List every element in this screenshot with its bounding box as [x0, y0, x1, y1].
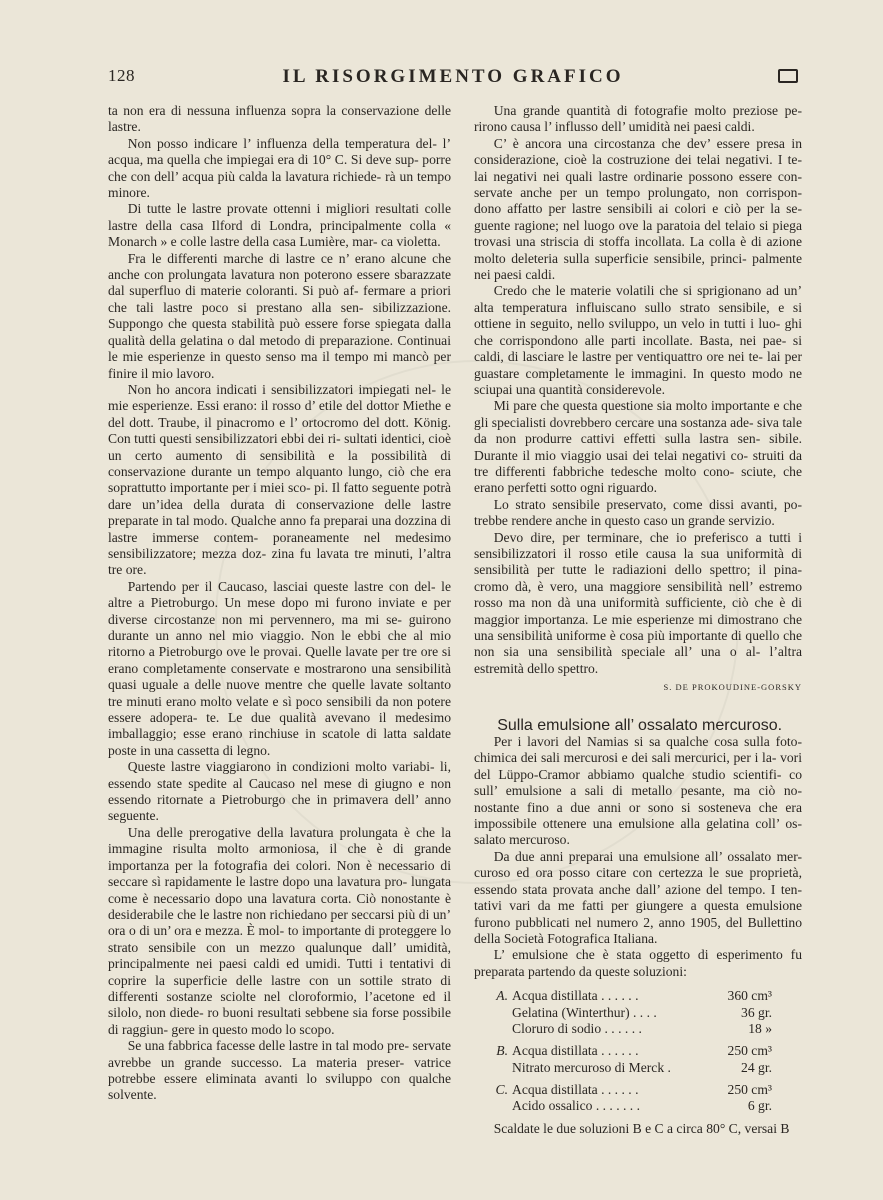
paragraph: Non ho ancora indicati i sensibilizzatori impiegati nel- le mie esperienze. Essi erano: il rosso d’ etile del dottor Miethe e del dott. Traube, il pinacromo e l’ ortocromo del dott. König. Con tutti questi sensibilizzatori ebbi dei ri- sultati identici, cioè un certo aumento di sensibilità e la possibilità di conservazione durante un tempo alquanto lungo, ciò che era soprattutto importante per i miei sco- pi. Il fatto seguente potrà dare un’idea della durata di conservazione delle lastre preparate in tal modo. Qualche anno fa preparai una dozzina di lastre immerse contem- poraneamente nel medesimo sensibilizzatore; mezza doz- zina fu lavata tre minuti, l’altra tre ore.	[108, 381, 451, 578]
paragraph: Fra le differenti marche di lastre ce n’ erano alcune che anche con prolungata lavatura non poterono essere sbarazzate dal superfluo di materie coloranti. Si può af- fermare a priori che tali lastre poco si prestano alla sen- sibilizzazione. Suppongo che questa stabilità può essere forse spiegata dalla qualità della gelatina o dal metodo di preparazione. Continuai le mie esperienze in questo senso ma il tempo mi mancò per finire il mio lavoro.	[108, 250, 451, 381]
paragraph: L’ emulsione che è stata oggetto di esperimento fu preparata partendo da queste soluzioni:	[474, 947, 802, 979]
section-heading: Sulla emulsione all’ ossalato mercuroso.	[497, 716, 783, 734]
journal-title: IL RISORGIMENTO GRAFICO	[282, 66, 624, 87]
left-column	[108, 103, 451, 1104]
section-body	[474, 734, 802, 980]
recipe-letter: B.	[496, 1043, 508, 1059]
ingredient-name: Nitrato mercuroso di Merck .	[512, 1059, 671, 1075]
recipe-letter: C.	[495, 1082, 508, 1098]
ingredient-name: Gelatina (Winterthur) . . . .	[512, 1004, 657, 1020]
paragraph: Una delle prerogative della lavatura prolungata è che la immagine risulta molto armoniosa, il che è di grande importanza per la fotografia dei colori. Non è necessario di seccare sì rapidamente le lastre dopo una lavatura pro- lungata come è necessario dopo una lavatura corta. Ciò nonostante è desiderabile che le lastre non richiedano per seccarsi più di un’ ora o di un’ ora e mezza. È mol- to importante di proteggere lo strato sensibile con un mezzo qualunque dall’ umidità, principalmente nei paesi caldi ed umidi. Tutti i tentativi di coprire la superficie delle lastre con un sottile strato di differenti sostanze sciolte nel cloroformio, l’acetone ed il silolo, non diede- ro buoni resultati sebbene sia forse possibile di raggiun- gere in questo modo lo scopo.	[108, 824, 451, 1037]
ingredient-name: Acqua distillata . . . . . .	[512, 1043, 639, 1059]
ingredient-name: Acqua distillata . . . . . .	[512, 988, 639, 1004]
recipe-row	[474, 988, 802, 1004]
paragraph: Da due anni preparai una emulsione all’ ossalato mer- curoso ed ora posso citare con certezza le sue proprietà, essendo stata provata anche dall’ azione del tempo. I ten- tativi vari da me fatti per giungere a questa emulsione furono pubblicati nel numero 2, anno 1905, del Bullettino della Società Fotografica Italiana.	[474, 848, 802, 946]
article-continuation	[474, 103, 802, 677]
ingredient-name: Cloruro di sodio . . . . . .	[512, 1020, 642, 1036]
recipe-row	[474, 1005, 802, 1021]
right-column	[474, 103, 802, 1137]
paragraph: Lo strato sensibile preservato, come dissi avanti, po- trebbe rendere anche in questo caso un grande servizio.	[474, 496, 802, 529]
paragraph: Una grande quantità di fotografie molto preziose pe- rirono causa l’ influsso dell’ umidità nei paesi caldi.	[474, 103, 802, 135]
page-number: 128	[108, 66, 135, 85]
paragraph: Queste lastre viaggiarono in condizioni molto variabi- li, essendo state spedite al Caucaso nel mese di giugno e non essendo ritornate a Pietroburgo che in primavera dell’ anno seguente.	[108, 759, 451, 824]
recipe-group	[474, 1082, 802, 1115]
ingredient-quantity: 6 gr.	[747, 1098, 772, 1114]
author-signature: S. DE PROKOUDINE-GORSKY	[663, 682, 802, 693]
recipe-row	[474, 1043, 802, 1059]
recipe-group	[474, 1043, 802, 1076]
paragraph: Credo che le materie volatili che si sprigionano ad un’ alta temperatura influiscano sullo strato sensibile, e si ottiene in seguito, nello sviluppo, un velo in tutti i luo- ghi che corrispondono alle parti incollate. Basta, nei pae- si caldi, di lasciare le lastre per ventiquattro ore nei te- lai per guastare completamente le immagini. In questo modo ne sciupai una quantità considerevole.	[474, 283, 802, 397]
recipe-row	[474, 1082, 802, 1098]
paragraph: Per i lavori del Namias si sa qualche cosa sulla foto- chimica dei sali mercurosi e dei sali mercurici, per i la- vori del Lüppo-Cramor abbiamo qualche studio scientifi- co sull’ emulsione a sali di metallo pesante, ma ciò no- nostante fino a due anni or sono si sosteneva che era impossibile ottenere una emulsione alla gelatina coll’ os- salato mercuroso.	[474, 734, 802, 848]
ingredient-quantity: 36 gr.	[741, 1004, 772, 1020]
closing-paragraph: Scaldate le due soluzioni B e C a circa 80° C, versai B	[493, 1120, 790, 1136]
paragraph: Non posso indicare l’ influenza della temperatura del- l’ acqua, ma quella che impiegai era di 10° C. Si deve sup- porre che con dell’ acqua più calda la lavatura richiede- rà un tempo minore.	[108, 135, 451, 201]
ornament-box-icon	[778, 69, 798, 83]
recipe-group	[474, 988, 802, 1037]
paragraph: Devo dire, per terminare, che io preferisco a tutti i sensibilizzatori il rosso etile causa la sua uniformità di sensibilità per tutte le radiazioni dello spettro; il pina- cromo dà, è vero, una maggiore sensibilità nell’ estremo rosso ma non dà una uniformità sufficiente, ciò che è di maggior importanza. Le mie esperienze mi dimostrano che una sensibilità uniforme è cosa più importante di quello che non sia una sensibilità speciale all’ una o al- l’altra estremità dello spettro.	[474, 529, 802, 676]
paragraph: Mi pare che questa questione sia molto importante e che gli specialisti dovrebbero cercare una sostanza ade- siva tale da non produrre cattivi effetti sulla lastra sen- sibile. Durante il mio viaggio usai dei telai negativi co- struiti da tre differenti fabbriche tedesche molto cono- sciute, che erano perfetti sotto ogni riguardo.	[474, 398, 802, 496]
ingredient-quantity: 18 »	[748, 1020, 772, 1036]
ingredient-quantity: 250 cm³	[727, 1082, 772, 1098]
recipe-row	[474, 1098, 802, 1114]
recipe-row	[474, 1060, 802, 1076]
paragraph: Partendo per il Caucaso, lasciai queste lastre con del- le altre a Pietroburgo. Un mese dopo mi furono inviate e per diverse circostanze non mi pervennero, ma mi se- guirono durante un anno nel mio viaggio. Non le ebbi che al mio ritorno a Pietroburgo ove le provai. Quelle lavate per tre ore si erano completamente conservate e mostrarono una sensibilità quasi uguale a delle nuove mentre che quelle lavate soltanto tre minuti erano molto velate e sì poco sensibili da non potere essere adopera- te. Le due qualità avevano il medesimo imballaggio; esse erano rinchiuse in scatole di latta saldate poste in una cassetta di legno.	[108, 578, 451, 758]
recipe-letter: A.	[496, 988, 508, 1004]
ingredient-quantity: 24 gr.	[741, 1059, 772, 1075]
paragraph: C’ è ancora una circostanza che dev’ essere presa in considerazione, cioè la costruzione dei telai negativi. I te- lai negativi nei quali lastre ordinarie possono essere con- servate anche per un tempo prolungato, non corrispon- dono affatto per lastre sensibili ai colori e ciò per la se- guente ragione; nel luogo ove la paratoia del telaio si piega trovasi una striscia di stoffa incollata. La colla è di azione molto deleteria sulla superficie sensibile, princi- palmente nei paesi caldi.	[474, 135, 802, 283]
paragraph: ta non era di nessuna influenza sopra la conservazione delle lastre.	[108, 103, 451, 135]
running-header	[108, 66, 798, 90]
ingredient-name: Acqua distillata . . . . . .	[512, 1082, 639, 1098]
recipe-row	[474, 1021, 802, 1037]
paragraph: Se una fabbrica facesse delle lastre in tal modo pre- servate avrebbe un grande successo. La materia preser- vatrice potrebbe essere eliminata avanti lo sviluppo con qualche solvente.	[108, 1038, 451, 1103]
ingredient-quantity: 360 cm³	[727, 988, 772, 1004]
ingredient-name: Acido ossalico . . . . . . .	[512, 1098, 640, 1114]
paragraph: Di tutte le lastre provate ottenni i migliori resultati colle lastre della casa Ilford di Londra, principalmente colla « Monarch » e colle lastre della casa Lumière, mar- ca violetta.	[108, 201, 451, 250]
recipe-list	[474, 988, 802, 1115]
ingredient-quantity: 250 cm³	[727, 1043, 772, 1059]
